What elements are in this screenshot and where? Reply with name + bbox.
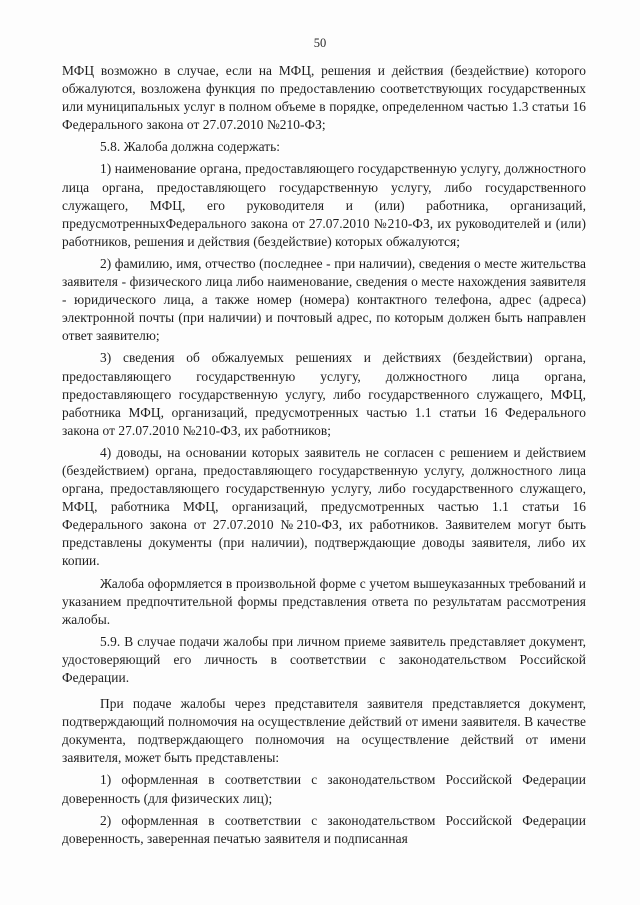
paragraph-proxy-individuals: 1) оформленная в соответствии с законодательством Российской Федерации доверенность (для физических лиц); — [62, 772, 586, 806]
paragraph-representative-submission: При подаче жалобы через представителя заявителя представляется документ, подтверждающий полномочия на осуществление действий от имени заявителя. В качестве документа, подтверждающего полномочия на осуществление действий от имени заявителя, может быть представлены: — [62, 696, 586, 766]
document-body — [62, 62, 586, 848]
paragraph-item-3-appealed-decisions: 3) сведения об обжалуемых решениях и действиях (бездействии) органа, предоставляющего государственную услугу, должностного лица органа, предоставляющего государственную услугу, либо государственного служащего, МФЦ, работника МФЦ, организаций, предусмотренных частью 1.1 статьи 16 Федерального закона от 27.07.2010 №210-ФЗ, их работников; — [62, 350, 586, 438]
page-number: 50 — [313, 36, 327, 50]
paragraph-item-1-authority-name: 1) наименование органа, предоставляющего государственную услугу, должностного лица органа, предоставляющего государственную услугу, либо государственного служащего, МФЦ, его руководителя и (или) работника, организаций, предусмотренныхФедерального закона от 27.07.2010 №210-ФЗ, их руководителей и (или) работников, решения и действия (бездействие) которых обжалуются; — [62, 161, 586, 249]
paragraph-5-8-heading: 5.8. Жалоба должна содержать: — [100, 139, 281, 155]
paragraph-5-9-personal-submission: 5.9. В случае подачи жалобы при личном приеме заявитель представляет документ, удостоверяющий его личность в соответствии с законодательством Российской Федерации. — [62, 633, 586, 685]
paragraph-mfc-appeal-condition: МФЦ возможно в случае, если на МФЦ, решения и действия (бездействие) которого обжалуются, возложена функция по предоставлению соответствующих государственных или муниципальных услуг в полном объеме в порядке, определенном частью 1.3 статьи 16 Федерального закона от 27.07.2010 №210-ФЗ; — [62, 63, 586, 133]
paragraph-item-4-arguments: 4) доводы, на основании которых заявитель не согласен с решением и действием (бездействием) органа, предоставляющего государственную услугу, должностного лица органа, предоставляющего государственную услугу, либо государственного служащего, МФЦ, работника МФЦ, организаций, предусмотренных частью 1.1 статьи 16 Федерального закона от 27.07.2010 №210-ФЗ, их работников. Заявителем могут быть представлены документы (при наличии), подтверждающие доводы заявителя, либо их копии. — [62, 444, 586, 569]
paragraph-complaint-form: Жалоба оформляется в произвольной форме с учетом вышеуказанных требований и указанием предпочтительной формы представления ответа по результатам рассмотрения жалобы. — [62, 575, 586, 627]
paragraph-proxy-organizations: 2) оформленная в соответствии с законодательством Российской Федерации доверенность, заверенная печатью заявителя и подписанная — [62, 812, 586, 846]
paragraph-item-2-applicant-details: 2) фамилию, имя, отчество (последнее - при наличии), сведения о месте жительства заявителя - физического лица либо наименование, сведения о месте нахождения заявителя - юридического лица, а также номер (номера) контактного телефона, адрес (адреса) электронной почты (при наличии) и почтовый адрес, по которым должен быть направлен ответ заявителю; — [62, 255, 586, 344]
